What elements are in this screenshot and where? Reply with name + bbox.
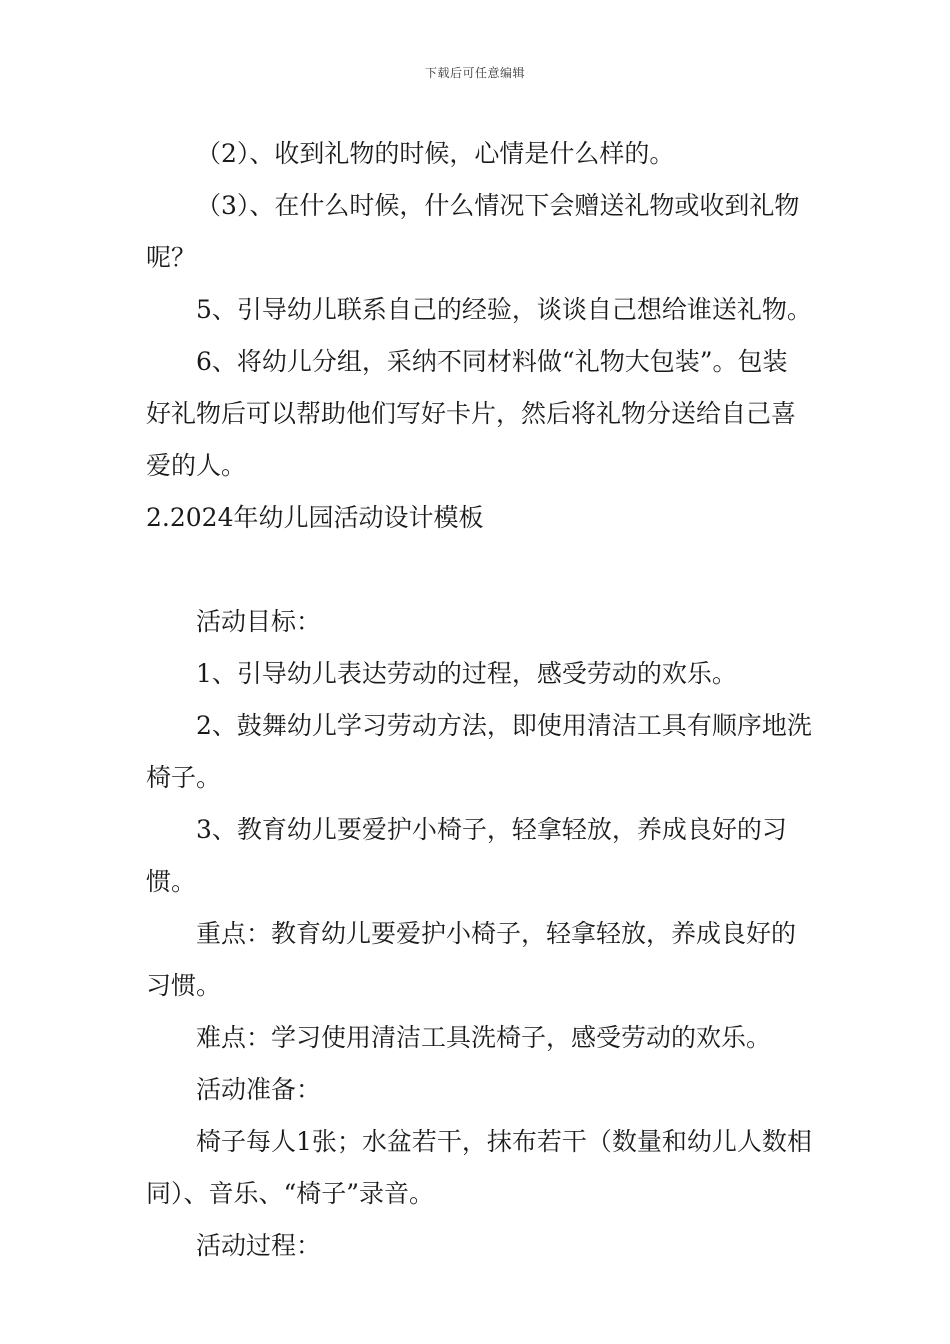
goal-item-2: 2、鼓舞幼儿学习劳动方法，即使用清洁工具有顺序地洗椅子。	[146, 711, 812, 792]
goal-item-1: 1、引导幼儿表达劳动的过程，感受劳动的欢乐。	[196, 659, 737, 688]
document-body	[146, 128, 812, 1272]
process-heading: 活动过程：	[196, 1231, 322, 1260]
blank-line	[146, 544, 812, 596]
section-heading: 2.2024年幼儿园活动设计模板	[146, 503, 484, 532]
preparation-details: 椅子每人1张；水盆若干，抹布若干（数量和幼儿人数相同）、音乐、“椅子”录音。	[146, 1127, 812, 1208]
paragraph-step-6: 6、将幼儿分组，采纳不同材料做“礼物大包装”。包装好礼物后可以帮助他们写好卡片，然后将礼物分送给自己喜爱的人。	[146, 347, 797, 480]
difficulty-point: 难点：学习使用清洁工具洗椅子，感受劳动的欢乐。	[196, 1023, 772, 1052]
preparation-heading: 活动准备：	[196, 1075, 322, 1104]
paragraph-occasion-question: （3）、在什么时候，什么情况下会赠送礼物或收到礼物呢？	[146, 191, 800, 272]
goal-item-3: 3、教育幼儿要爱护小椅子，轻拿轻放，养成良好的习惯。	[146, 815, 787, 896]
paragraph-step-5: 5、引导幼儿联系自己的经验，谈谈自己想给谁送礼物。	[196, 295, 812, 324]
paragraph-feelings-question: （2）、收到礼物的时候，心情是什么样的。	[196, 139, 675, 168]
header-note: 下载后可任意编辑	[424, 66, 525, 80]
activity-goals-heading: 活动目标：	[196, 607, 322, 636]
key-point: 重点：教育幼儿要爱护小椅子，轻拿轻放，养成良好的习惯。	[146, 919, 797, 1000]
